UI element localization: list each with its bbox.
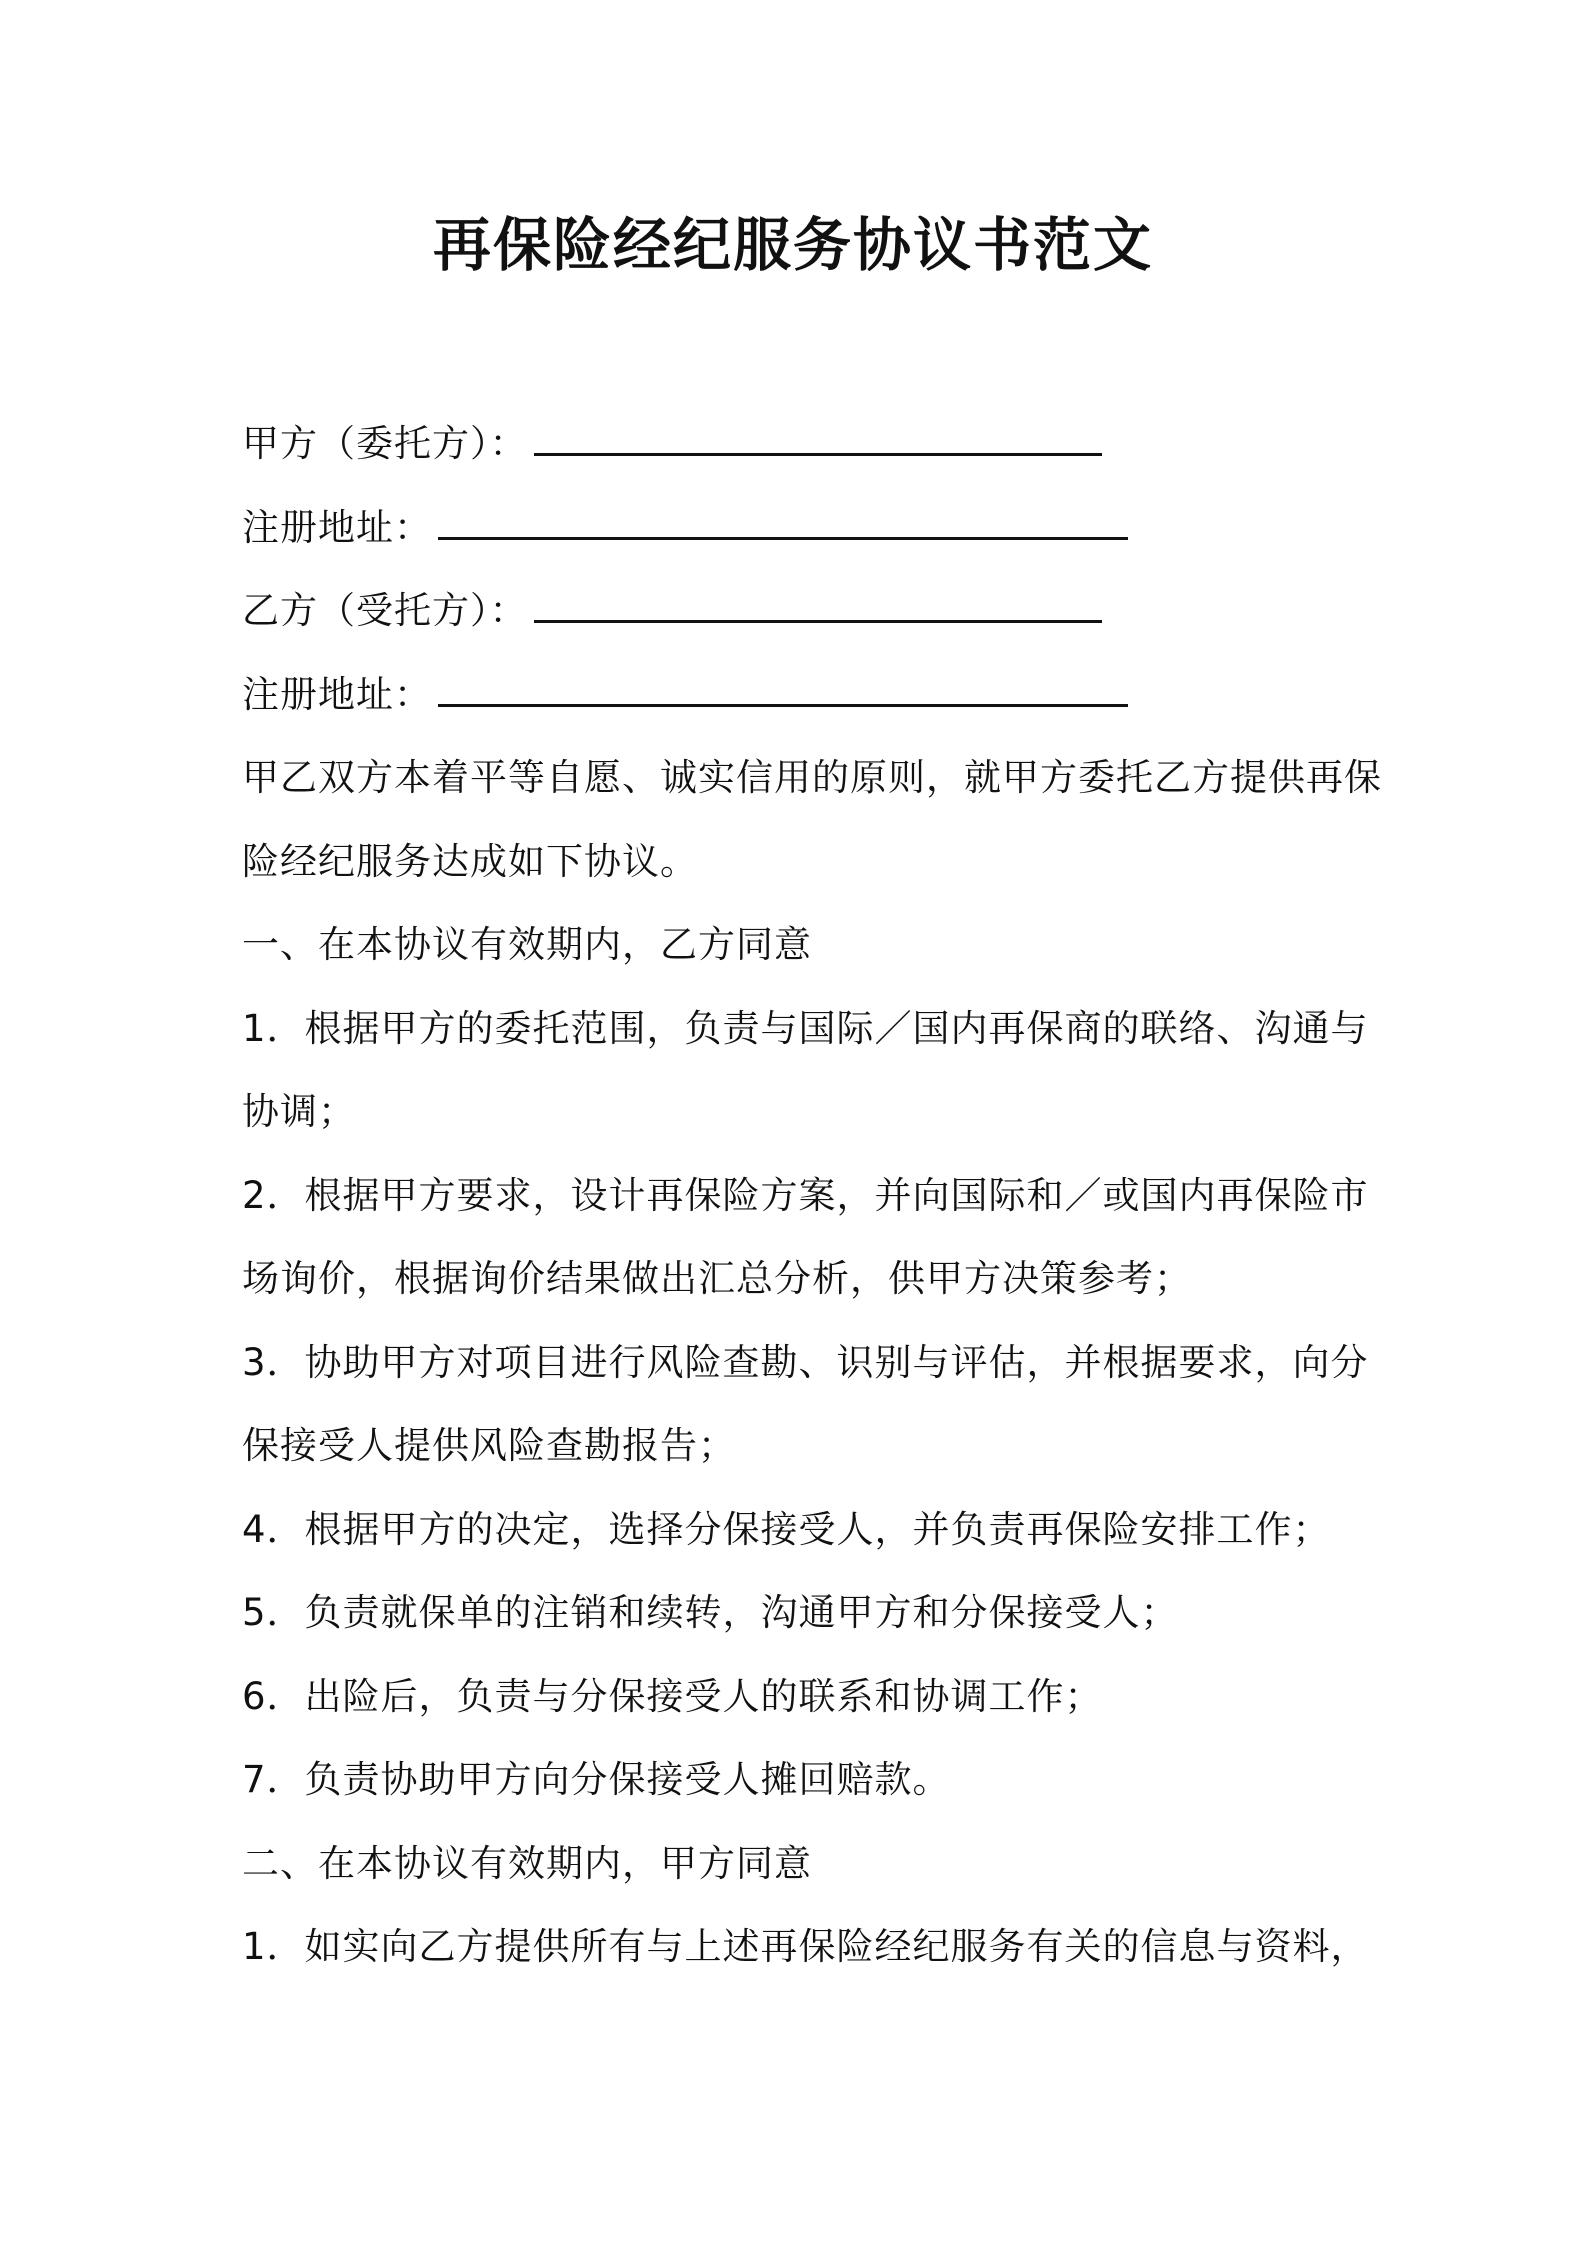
party-b-address-blank	[438, 674, 1128, 707]
preamble-line-1: 甲乙双方本着平等自愿、诚实信用的原则，就甲方委托乙方提供再保	[242, 756, 1382, 799]
party-b-label: 乙方（受托方）：	[242, 589, 528, 632]
clause-1-4: 4．根据甲方的决定，选择分保接受人，并负责再保险安排工作；	[242, 1507, 1331, 1551]
document-body	[242, 402, 1382, 1989]
clause-1-1-line-2: 协调；	[242, 1090, 356, 1133]
clause-1-2-line-1: 2．根据甲方要求，设计再保险方案，并向国际和／或国内再保险市	[242, 1173, 1369, 1217]
clause-2-1-line-1: 1．如实向乙方提供所有与上述再保险经纪服务有关的信息与资料，	[242, 1925, 1369, 1968]
clause-1-3-line-2: 保接受人提供风险查勘报告；	[242, 1424, 736, 1467]
party-a-blank	[534, 423, 1102, 456]
clause-1-7: 7．负责协助甲方向分保接受人摊回赔款。	[242, 1758, 951, 1801]
section-one-heading: 一、在本协议有效期内，乙方同意	[242, 923, 812, 966]
clause-1-3-line-1: 3．协助甲方对项目进行风险查勘、识别与评估，并根据要求，向分	[242, 1340, 1369, 1384]
party-b-address-label: 注册地址：	[242, 672, 432, 716]
party-b-blank	[534, 590, 1102, 623]
party-a-address-label: 注册地址：	[242, 505, 432, 549]
party-b-field	[242, 569, 1362, 653]
party-a-address-blank	[438, 507, 1128, 540]
clause-1-6: 6．出险后，负责与分保接受人的联系和协调工作；	[242, 1674, 1103, 1718]
party-a-field	[242, 402, 1362, 486]
preamble-line-2: 险经纪服务达成如下协议。	[242, 839, 698, 883]
party-b-address-field	[242, 653, 1362, 737]
clause-1-1-line-1: 1．根据甲方的委托范围，负责与国际／国内再保商的联络、沟通与	[242, 1006, 1369, 1050]
party-a-label: 甲方（委托方）：	[242, 422, 528, 465]
clause-1-5: 5．负责就保单的注销和续转，沟通甲方和分保接受人；	[242, 1591, 1179, 1634]
clause-1-2-line-2: 场询价，根据询价结果做出汇总分析，供甲方决策参考；	[242, 1257, 1192, 1300]
document-title: 再保险经纪服务协议书范文	[432, 211, 1153, 279]
party-a-address-field	[242, 486, 1362, 570]
section-two-heading: 二、在本协议有效期内，甲方同意	[242, 1841, 812, 1885]
